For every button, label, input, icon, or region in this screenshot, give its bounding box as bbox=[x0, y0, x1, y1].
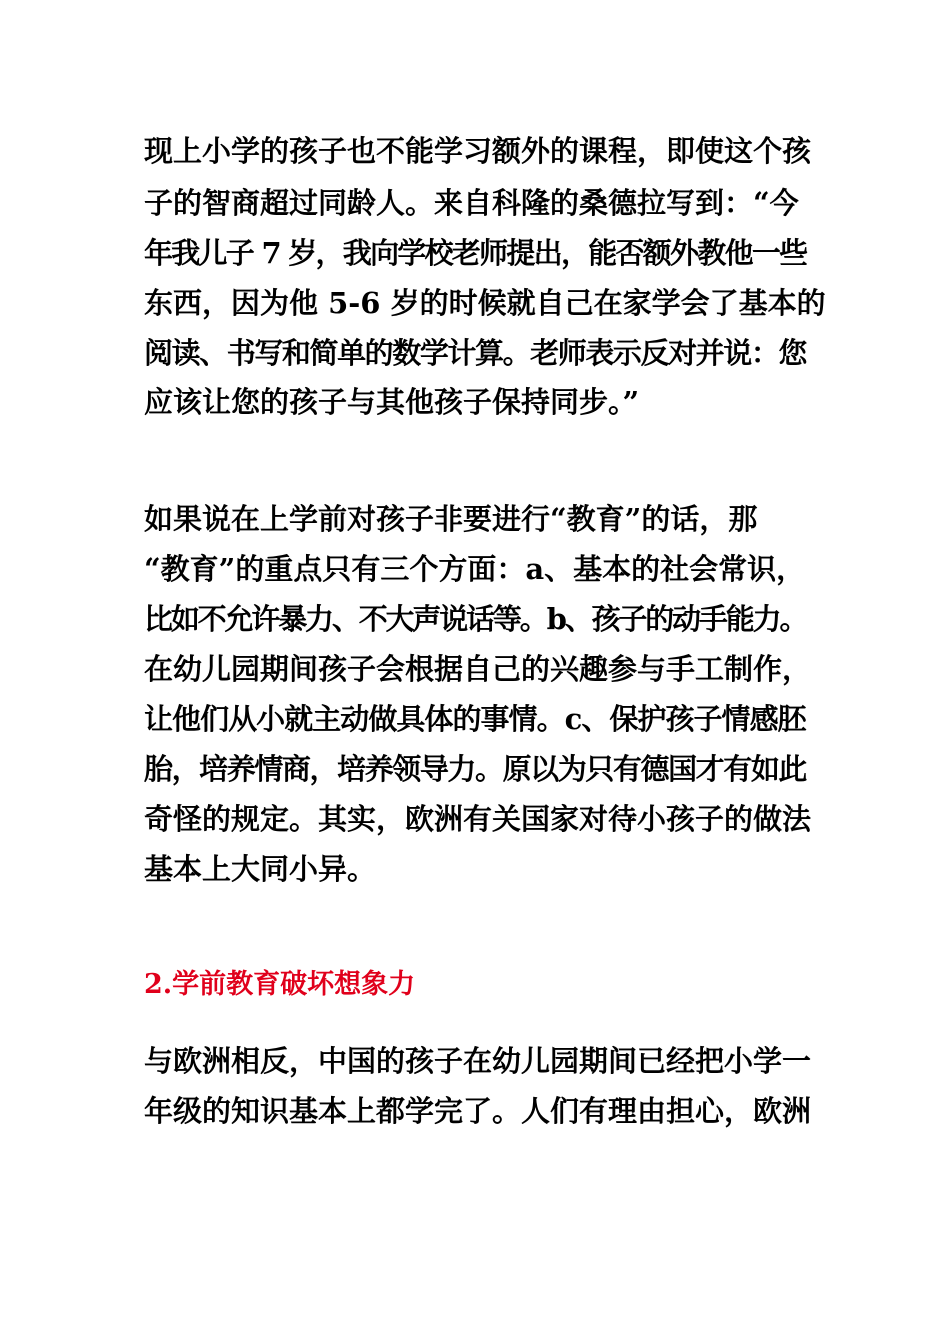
text-line: 在幼儿园期间孩子会根据自己的兴趣参与手工制作， bbox=[144, 652, 812, 686]
text-line: 奇怪的规定。其实，欧洲有关国家对待小孩子的做法 bbox=[144, 802, 812, 836]
text-line: 子的智商超过同龄人。来自科隆的桑德拉写到：“今 bbox=[144, 186, 799, 220]
text-line: 如果说在上学前对孩子非要进行“教育”的话，那 bbox=[144, 502, 758, 536]
text-line: 年级的知识基本上都学完了。人们有理由担心，欧洲 bbox=[144, 1094, 812, 1128]
text-line: 基本上大同小异。 bbox=[144, 852, 377, 886]
text-line: 年我儿子 7 岁，我向学校老师提出，能否额外教他一些 bbox=[144, 236, 807, 270]
text-line: 让他们从小就主动做具体的事情。c、保护孩子情感胚 bbox=[144, 702, 806, 736]
text-line: 与欧洲相反，中国的孩子在幼儿园期间已经把小学一 bbox=[144, 1044, 812, 1078]
text-line: 现上小学的孩子也不能学习额外的课程，即使这个孩 bbox=[144, 134, 812, 168]
text-line: 胎，培养情商，培养领导力。原以为只有德国才有如此 bbox=[144, 752, 807, 786]
text-line: 比如不允许暴力、不大声说话等。b、孩子的动手能力。 bbox=[144, 602, 807, 636]
section-heading: 2.学前教育破坏想象力 bbox=[144, 969, 416, 1000]
text-line: 阅读、书写和简单的数学计算。老师表示反对并说：您 bbox=[144, 336, 807, 370]
text-line: 东西，因为他 5-6 岁的时候就自己在家学会了基本的 bbox=[144, 286, 826, 320]
text-line: “教育”的重点只有三个方面：a、基本的社会常识， bbox=[144, 552, 806, 586]
text-line: 应该让您的孩子与其他孩子保持同步。” bbox=[144, 385, 640, 419]
